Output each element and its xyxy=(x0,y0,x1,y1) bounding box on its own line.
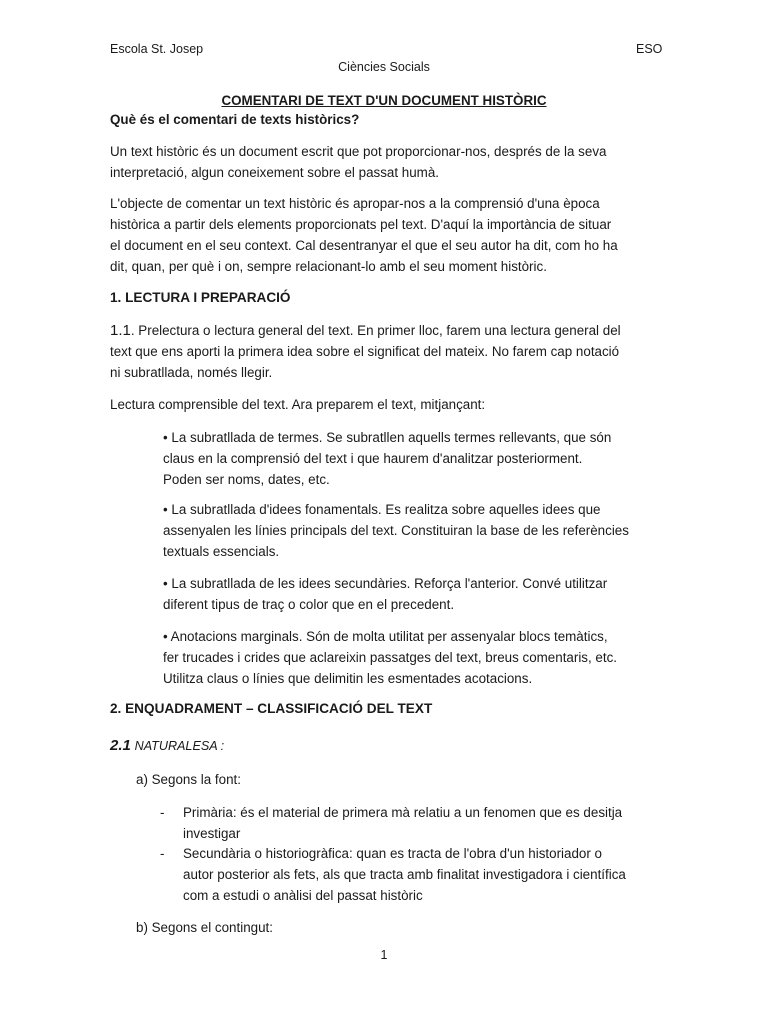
comprensible-paragraph: Lectura comprensible del text. Ara preparem el text, mitjançant: xyxy=(110,397,486,412)
intro-paragraph-1 xyxy=(110,141,670,183)
text-line: interpretació, algun coneixement sobre el passat humà. xyxy=(110,165,440,180)
text-line: Secundària o historiogràfica: quan es tracta de l'obra d'un historiador o xyxy=(183,846,602,861)
subsection-2-1 xyxy=(110,735,224,757)
text-line: Utilitza claus o línies que delimitin les esmentades acotacions. xyxy=(163,671,533,686)
bullet-item xyxy=(163,499,683,562)
list-item-a: a) Segons la font: xyxy=(136,772,241,787)
header-subject: Ciències Socials xyxy=(338,60,430,74)
text-line: claus en la comprensió del text i que haurem d'analitzar posteriorment. xyxy=(163,451,583,466)
subsection-number: 2.1 xyxy=(110,737,131,754)
text-line: Un text històric és un document escrit que pot proporcionar-nos, després de la seva xyxy=(110,144,607,159)
text-line: • La subratllada de les idees secundàries. Reforça l'anterior. Convé utilitzar xyxy=(163,576,608,591)
bullet-item xyxy=(163,427,683,490)
bullet-item xyxy=(163,626,683,689)
section-1-heading: 1. LECTURA I PREPARACIÓ xyxy=(110,290,291,305)
text-line: dit, quan, per què i on, sempre relacionant-lo amb el seu moment històric. xyxy=(110,259,547,274)
text-line: assenyalen les línies principals del text. Constituiran la base de les referències xyxy=(163,523,629,538)
text-line: investigar xyxy=(183,826,241,841)
list-item-b: b) Segons el contingut: xyxy=(136,920,273,935)
text-line: diferent tipus de traç o color que en el precedent. xyxy=(163,597,455,612)
text-line: autor posterior als fets, als que tracta amb finalitat investigadora i científica xyxy=(183,867,626,882)
text-line: . Prelectura o lectura general del text. En primer lloc, farem una lectura general del xyxy=(130,323,621,338)
header-level: ESO xyxy=(636,42,663,56)
text-line: com a estudi o anàlisi del passat històric xyxy=(183,888,423,903)
text-line: ni subratllada, només llegir. xyxy=(110,365,273,380)
intro-paragraph-2 xyxy=(110,193,690,277)
dash-marker: - xyxy=(160,846,165,861)
text-line: L'objecte de comentar un text històric és apropar-nos a la comprensió d'una època xyxy=(110,196,600,211)
document-title: COMENTARI DE TEXT D'UN DOCUMENT HISTÒRIC xyxy=(221,93,547,108)
text-line: el document en el seu context. Cal desentranyar el que el seu autor ha dit, com ho ha xyxy=(110,238,618,253)
text-line: text que ens aporti la primera idea sobre el significat del mateix. No farem cap notació xyxy=(110,344,620,359)
section-2-heading: 2. ENQUADRAMENT – CLASSIFICACIÓ DEL TEXT xyxy=(110,701,433,716)
text-line: fer trucades i crides que aclareixin passatges del text, breus comentaris, etc. xyxy=(163,650,618,665)
section-1-1-paragraph xyxy=(110,320,690,383)
subsection-label: NATURALESA : xyxy=(134,739,225,753)
dash-marker: - xyxy=(160,805,165,820)
intro-question: Què és el comentari de texts històrics? xyxy=(110,112,360,127)
text-line: • La subratllada d'idees fonamentals. Es realitza sobre aquelles idees que xyxy=(163,502,601,517)
text-line: textuals essencials. xyxy=(163,544,280,559)
text-line: • La subratllada de termes. Se subratllen aquells termes rellevants, que són xyxy=(163,430,612,445)
header-school: Escola St. Josep xyxy=(110,42,204,56)
text-line: Primària: és el material de primera mà relatiu a un fenomen que es desitja xyxy=(183,805,623,820)
text-line: històrica a partir dels elements proporcionats pel text. D'aquí la importància de situar xyxy=(110,217,612,232)
bullet-item xyxy=(163,573,683,615)
text-line: Poden ser noms, dates, etc. xyxy=(163,472,330,487)
page-number: 1 xyxy=(380,948,388,962)
subsection-number: 1.1 xyxy=(110,322,131,339)
text-line: • Anotacions marginals. Són de molta utilitat per assenyalar blocs temàtics, xyxy=(163,629,608,644)
